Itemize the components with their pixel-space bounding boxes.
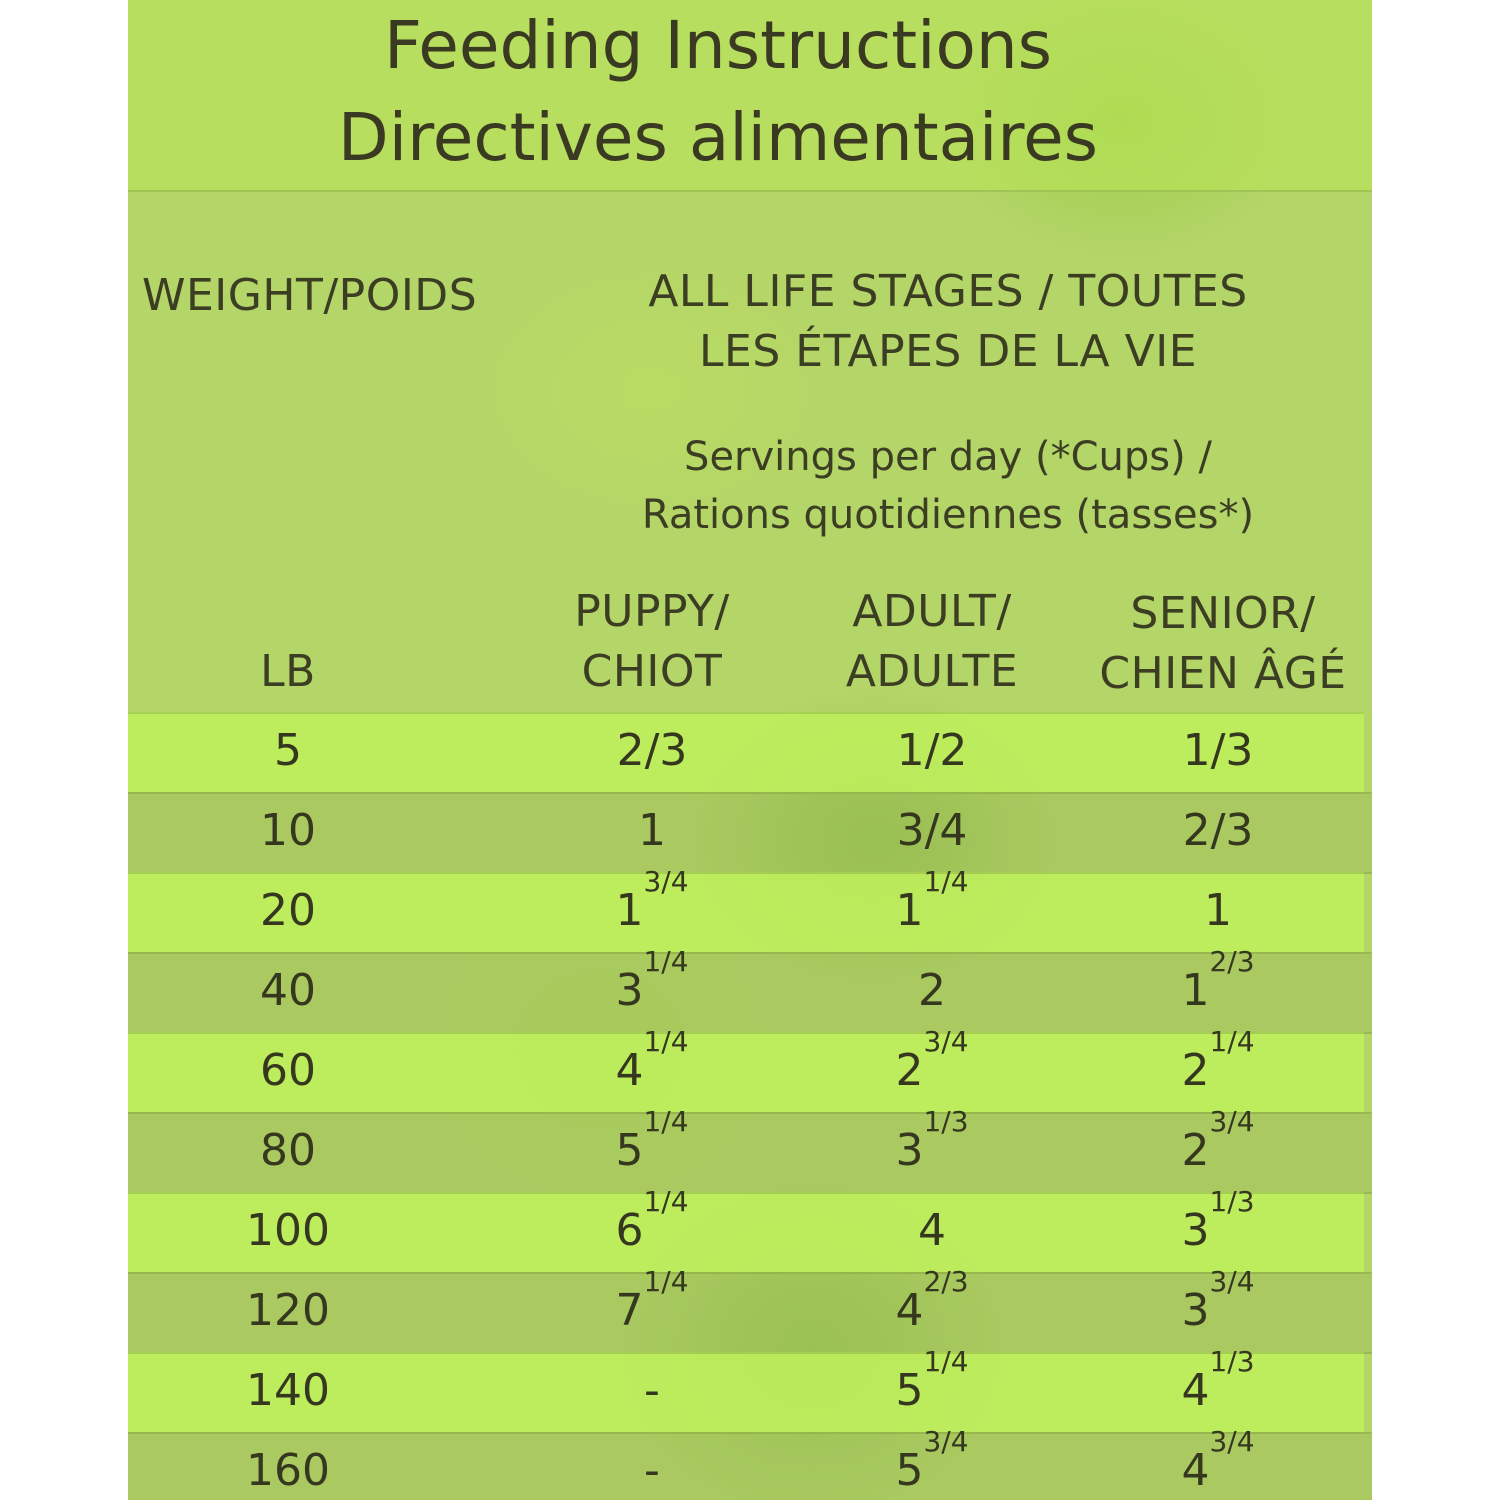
senior-serving-fraction: 3/4 [1209, 1265, 1255, 1298]
adult-serving-cell [832, 952, 1032, 1030]
senior-serving-cell [1118, 1345, 1318, 1430]
senior-serving-cell [1118, 1185, 1318, 1270]
adult-serving-cell [832, 1345, 1032, 1430]
weight-cell: 60 [260, 1045, 316, 1096]
life-stages-header-line1: ALL LIFE STAGES / TOUTES [648, 266, 1248, 317]
adult-serving-fraction: 1/4 [923, 865, 969, 898]
senior-serving-cell [1118, 1105, 1318, 1190]
adult-header-line2: ADULTE [845, 646, 1019, 697]
puppy-serving-cell [552, 1105, 752, 1190]
adult-serving-cell [832, 865, 1032, 950]
puppy-serving-cell [552, 945, 752, 1030]
senior-serving-whole: 3 [1181, 1285, 1210, 1336]
adult-serving-whole: 1 [895, 885, 924, 936]
puppy-serving-fraction: 1/4 [643, 945, 689, 978]
puppy-serving-cell [552, 1352, 752, 1430]
adult-serving-fraction: 2/3 [923, 1265, 969, 1298]
adult-serving-cell [832, 1265, 1032, 1350]
puppy-serving-whole: 2/3 [616, 725, 688, 776]
adult-serving-whole: 3 [895, 1125, 924, 1176]
puppy-serving-cell [552, 1265, 752, 1350]
puppy-serving-cell [552, 792, 752, 870]
feeding-label-panel [128, 0, 1372, 1500]
adult-serving-cell [832, 792, 1032, 870]
puppy-serving-fraction: 1/4 [643, 1265, 689, 1298]
senior-serving-fraction: 2/3 [1209, 945, 1255, 978]
senior-serving-cell [1118, 1265, 1318, 1350]
weight-header: WEIGHT/POIDS [142, 270, 478, 321]
puppy-header-line1: PUPPY/ [574, 586, 730, 637]
senior-serving-whole: 1 [1204, 885, 1232, 936]
senior-header-line1: SENIOR/ [1130, 588, 1316, 639]
puppy-serving-whole: 6 [615, 1205, 644, 1256]
puppy-serving-cell [552, 1432, 752, 1500]
senior-serving-fraction: 3/4 [1209, 1105, 1255, 1138]
adult-serving-fraction: 1/4 [923, 1345, 969, 1378]
weight-cell: 40 [260, 965, 316, 1016]
puppy-serving-fraction: 1/4 [643, 1025, 689, 1058]
senior-serving-cell [1118, 792, 1318, 870]
puppy-serving-whole: 1 [615, 885, 644, 936]
adult-serving-whole: 4 [895, 1285, 924, 1336]
senior-serving-whole: 1 [1181, 965, 1210, 1016]
weight-cell: 10 [260, 805, 316, 856]
unit-header: LB [260, 646, 316, 697]
adult-serving-fraction: 3/4 [923, 1025, 969, 1058]
senior-serving-whole: 2 [1181, 1125, 1210, 1176]
weight-cell: 120 [246, 1285, 330, 1336]
puppy-serving-fraction: 1/4 [643, 1105, 689, 1138]
puppy-serving-cell [552, 1025, 752, 1110]
adult-serving-cell [832, 1025, 1032, 1110]
puppy-serving-fraction: 3/4 [643, 865, 689, 898]
weight-cell: 100 [246, 1205, 330, 1256]
adult-header-line1: ADULT/ [852, 586, 1012, 637]
weight-cell: 160 [246, 1445, 330, 1496]
servings-header-line2: Rations quotidiennes (tasses*) [641, 492, 1255, 538]
adult-serving-fraction: 1/3 [923, 1105, 969, 1138]
senior-serving-cell [1118, 945, 1318, 1030]
senior-serving-fraction: 1/4 [1209, 1025, 1255, 1058]
title-english: Feeding Instructions [383, 7, 1053, 84]
weight-cell: 80 [260, 1125, 316, 1176]
puppy-serving-whole: 3 [615, 965, 644, 1016]
weight-cell: 140 [246, 1365, 330, 1416]
adult-serving-cell [832, 1105, 1032, 1190]
senior-serving-whole: 2/3 [1182, 805, 1254, 856]
puppy-serving-cell [552, 1185, 752, 1270]
senior-header-line2: CHIEN ÂGÉ [1099, 648, 1347, 699]
title-french: Directives alimentaires [337, 99, 1099, 176]
puppy-serving-cell [552, 865, 752, 950]
adult-serving-fraction: 3/4 [923, 1425, 969, 1458]
puppy-serving-whole: - [644, 1445, 660, 1496]
senior-serving-whole: 4 [1181, 1445, 1210, 1496]
senior-serving-whole: 3 [1181, 1205, 1210, 1256]
puppy-serving-whole: 1 [638, 805, 666, 856]
senior-serving-fraction: 1/3 [1209, 1185, 1255, 1218]
puppy-serving-fraction: 1/4 [643, 1185, 689, 1218]
senior-serving-whole: 1/3 [1182, 725, 1254, 776]
adult-serving-whole: 1/2 [896, 725, 968, 776]
senior-serving-whole: 4 [1181, 1365, 1210, 1416]
puppy-header-line2: CHIOT [581, 646, 723, 697]
servings-header-line1: Servings per day (*Cups) / [684, 434, 1212, 480]
senior-serving-cell [1118, 872, 1318, 950]
adult-serving-whole: 5 [895, 1365, 924, 1416]
senior-serving-cell [1118, 1025, 1318, 1110]
weight-cell: 20 [260, 885, 316, 936]
adult-serving-whole: 2 [895, 1045, 924, 1096]
adult-serving-cell [832, 1425, 1032, 1500]
senior-serving-cell [1118, 1425, 1318, 1500]
puppy-serving-cell [552, 712, 752, 790]
senior-serving-cell [1118, 712, 1318, 790]
adult-serving-cell [832, 712, 1032, 790]
adult-serving-whole: 5 [895, 1445, 924, 1496]
adult-serving-whole: 3/4 [896, 805, 968, 856]
senior-serving-fraction: 3/4 [1209, 1425, 1255, 1458]
adult-serving-whole: 2 [918, 965, 946, 1016]
senior-serving-whole: 2 [1181, 1045, 1210, 1096]
senior-serving-fraction: 1/3 [1209, 1345, 1255, 1378]
puppy-serving-whole: 5 [615, 1125, 644, 1176]
puppy-serving-whole: - [644, 1365, 660, 1416]
weight-cell: 5 [274, 725, 302, 776]
puppy-serving-whole: 4 [615, 1045, 644, 1096]
life-stages-header-line2: LES ÉTAPES DE LA VIE [699, 326, 1197, 377]
puppy-serving-whole: 7 [615, 1285, 644, 1336]
adult-serving-cell [832, 1192, 1032, 1270]
adult-serving-whole: 4 [918, 1205, 946, 1256]
